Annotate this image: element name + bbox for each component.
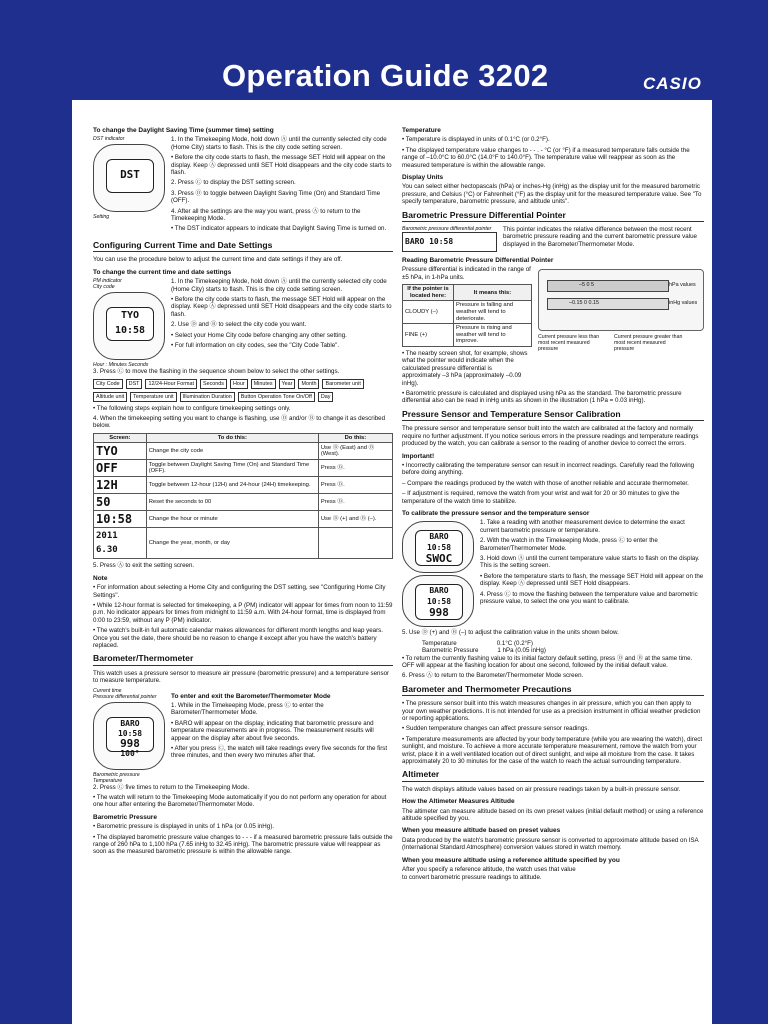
pointer-table: [402, 284, 532, 347]
important-item: – If adjustment is required, remove the watch from your wrist and wait for 20 or 30 minutes to give the temperature of the watch time to stabilize.: [402, 490, 680, 505]
pointer-label: Pressure differential pointer: [93, 693, 157, 700]
calib-step: 3. Hold down Ⓐ until the current temperature value starts to flash on the display. This is the setting screen.: [480, 554, 700, 570]
pointer-gauge: [538, 269, 704, 331]
calib-step: 2. With the watch in the Timekeeping Mode, press Ⓒ to enter the Barometer/Thermometer Mode.: [480, 537, 658, 552]
config-intro: You can use the procedure below to adjust the current time and date settings if they are off.: [93, 256, 343, 264]
bp-heading: Barometric Pressure: [93, 813, 157, 821]
display-bot: 100°: [120, 748, 140, 758]
setting-sequence: [93, 379, 393, 402]
watch-illustration: [402, 521, 474, 573]
sequence-item: Year: [279, 379, 296, 389]
preset-heading: When you measure altitude based on preset values: [402, 827, 561, 835]
dst-section: [93, 136, 393, 235]
table-cell-screen: 50: [94, 494, 147, 511]
sequence-item: Button Operation Tone On/Off: [238, 392, 315, 402]
temperature-label: Temperature: [93, 777, 123, 784]
table-row: [94, 511, 393, 528]
pointer-gauge-figure: [538, 266, 704, 390]
calib-steps: [480, 519, 704, 629]
important-item: • Incorrectly calibrating the temperature sensor can result in incorrect readings. Carefully read the following before doing anything.: [402, 461, 695, 477]
watch-display: [106, 307, 154, 341]
baro-step2b: • The watch will return to the Timekeeping Mode automatically if you do not perform any operation for about one hour after entering the Barometer/Thermometer Mode.: [93, 794, 387, 809]
config-step4: 4. When the timekeeping setting you want to change is flashing, use Ⓓ and/or Ⓑ to change it as described below.: [93, 414, 386, 430]
unit-value: 1 hPa (0.05 inHg): [497, 647, 546, 655]
display-b: SWOC: [425, 552, 453, 566]
table-header: Screen:: [94, 433, 147, 443]
sequence-item: Month: [298, 379, 319, 389]
display-mid: 998: [120, 736, 140, 750]
display-city: TYO: [120, 310, 140, 322]
note-heading: Note: [93, 574, 108, 582]
unit-name: Temperature: [422, 639, 457, 647]
how-text: The altimeter can measure altitude based on its own preset values (initial default method) or using a reference altitude specified by you.: [402, 807, 704, 823]
current-time-label: Current time: [93, 687, 122, 694]
table-cell: Pressure is falling and weather will tend to deteriorate.: [453, 301, 531, 324]
document-sheet: [72, 100, 712, 1024]
table-cell: CLOUDY (–): [403, 301, 454, 324]
watch-display: [106, 717, 154, 758]
display-c: 998: [429, 606, 449, 620]
watch-display: [415, 584, 463, 620]
note-item: • While 12-hour format is selected for timekeeping, a P (PM) indicator will appear for times from noon to 11:59 p.m. No indicator appears for times from midnight to 11:59 a.m. With 24-hour format, time is displayed from 0:00 to 23:59, without any P (PM) indicator.: [93, 601, 393, 624]
dst-step: • The DST indicator appears to indicate that Daylight Saving Time is turned on.: [171, 225, 387, 233]
precaution-item: • The pressure sensor built into this watch measures changes in air pressure, which you can then apply to your own weather predictions. It is not intended for use as a precision instrument in official weather prediction or reporting applications.: [402, 700, 701, 722]
config-step5: 5. Press Ⓐ to exit the setting screen.: [93, 562, 195, 570]
display-a: BARO 10:58: [426, 532, 452, 553]
pointer-read-left: [402, 266, 532, 390]
dst-figure: [93, 136, 165, 235]
calib-step: • Before the temperature starts to flash, the message SET Hold will appear on the display. Keep Ⓐ depressed until SET Hold disappears.: [480, 572, 704, 588]
sequence-item: Day: [318, 392, 334, 402]
units-heading: Display Units: [402, 174, 444, 182]
baro-heading: Barometer/Thermometer: [93, 655, 393, 665]
precautions-heading: Barometer and Thermometer Precautions: [402, 686, 704, 696]
table-cell: Change the hour or minute: [146, 511, 318, 528]
note-item: • The watch's built-in full automatic calendar makes allowances for different month lengths and leap years. Once you set the date, there should be no reason to change it except after you have the watch's battery replaced.: [93, 627, 383, 649]
dst-step: 3. Press Ⓓ to toggle between Daylight Saving Time (On) and Standard Time (OFF).: [171, 189, 381, 205]
pointer-section: [402, 226, 704, 252]
table-row: [94, 460, 393, 477]
calib-step: 4. Press Ⓒ to move the flashing between the temperature value and barometric pressure value, to select the one you want to calibrate.: [480, 590, 698, 605]
calib-step5b: • To return the currently flashing value to its initial factory default setting, press Ⓓ and Ⓑ at the same time. OFF will appear at the flashing location for about one second, followed by the initial default value.: [402, 654, 693, 669]
calib-unit-row: [402, 640, 704, 647]
sequence-item: DST: [126, 379, 143, 389]
table-cell: Toggle between Daylight Saving Time (On) and Standard Time (OFF).: [146, 460, 318, 477]
calib-figure: [402, 519, 474, 629]
pointer-item: • The nearby screen shot, for example, shows what the pointer would indicate when the calculated pressure differential is approximately –3 hPa (approximately –0.09 inHg).: [402, 350, 528, 387]
table-row: [403, 324, 532, 347]
preset-text: Data produced by the watch's barometric pressure sensor is converted to approximate altitude based on ISA (International Standard Atmosphere) conversion values stored in watch memory.: [402, 836, 699, 852]
how-heading: How the Altimeter Measures Altitude: [402, 798, 515, 806]
sequence-item: 12/24-Hour Format: [145, 379, 197, 389]
important-item: – Compare the readings produced by the watch with those of another reliable and accurate thermometer.: [402, 479, 689, 487]
baro-figure: [93, 688, 165, 784]
table-header: It means this:: [453, 285, 531, 301]
baro-step: • BARO will appear on the display, indicating that barometric pressure and temperature measurements are in progress. The measurement results will appear on the display after about five seconds.: [171, 719, 374, 742]
config-step: • Before the city code starts to flash, the message SET Hold will appear on the display. Keep Ⓐ depressed until SET Hold disappears and the city code starts to flash.: [171, 295, 392, 318]
city-code-label: City code: [93, 284, 115, 291]
table-cell-screen: 12H: [94, 477, 147, 494]
table-cell: Use Ⓓ (East) and Ⓑ (West).: [318, 443, 392, 460]
altimeter-intro: The watch displays altitude values based on air pressure readings taken by a built-in pressure sensor.: [402, 785, 681, 793]
dst-setting-label: Setting: [93, 214, 110, 221]
calib-sub: To calibrate the pressure sensor and the temperature sensor: [402, 509, 590, 517]
settings-table: [93, 433, 393, 560]
table-header-row: [403, 285, 532, 301]
bp-item: • Barometric pressure is displayed in units of 1 hPa (or 0.05 inHg).: [93, 823, 274, 831]
pointer-item: • Barometric pressure is calculated and displayed using hPa as the standard. The barometric pressure differential also can be read in inHg units as shown in the illustration (1 hPa = 0.03 inHg).: [402, 390, 682, 405]
watch-illustration: [93, 292, 165, 360]
pointer-fig-label: Barometric pressure differential pointer: [402, 226, 492, 233]
precaution-item: • Sudden temperature changes can affect pressure sensor readings.: [402, 725, 590, 733]
hpa-values: –5 0 5: [579, 282, 594, 289]
sequence-item: Seconds: [200, 379, 227, 389]
calib-step5: 5. Use Ⓓ (+) and Ⓑ (–) to adjust the calibration value in the units shown below.: [402, 629, 619, 637]
inhg-unit-label: inHg values: [669, 300, 698, 307]
flow-note: • The following steps explain how to configure timekeeping settings only.: [93, 404, 291, 412]
watch-illustration: [402, 575, 474, 627]
config-step3: 3. Press Ⓒ to move the flashing in the sequence shown below to select the other settings.: [93, 368, 340, 376]
baro-pressure-label: Barometric pressure: [93, 771, 140, 778]
config-step: • Select your Home City code before changing any other setting.: [171, 331, 347, 339]
gauge-right-caption: Current pressure greater than most recent measured pressure: [614, 334, 683, 353]
pointer-text: This pointer indicates the relative difference between the most recent barometric pressure reading and the current barometric pressure value displayed in the Barometer/Thermometer Mode.: [503, 226, 697, 248]
table-cell: Press Ⓓ.: [318, 460, 392, 477]
config-steps: [171, 278, 393, 368]
page-title: Operation Guide 3202: [222, 58, 549, 93]
display-a: BARO 10:58: [426, 586, 452, 607]
calib-section: [402, 519, 704, 629]
gauge-left-caption: Current pressure less than most recent measured pressure: [538, 334, 600, 353]
display-time: 10:58: [114, 325, 146, 337]
config-step: 1. In the Timekeeping Mode, hold down Ⓐ until the currently selected city code (Home City) starts to flash. This is the city code setting screen.: [171, 278, 387, 293]
watch-illustration: [93, 144, 165, 212]
table-row: [94, 494, 393, 511]
sequence-item: Barometer unit: [322, 379, 363, 389]
pointer-display: BARO 10:58: [402, 232, 497, 252]
pointer-figure: [402, 226, 497, 252]
inhg-values: –0.15 0 0.15: [569, 300, 599, 307]
brand-logo: CASIO: [643, 74, 702, 93]
watch-illustration: [93, 702, 165, 770]
pointer-sub: Reading Barometric Pressure Differential Pointer: [402, 257, 554, 265]
table-row: [94, 528, 393, 559]
pm-indicator-label: PM indicator: [93, 278, 122, 285]
sequence-item: Illumination Duration: [180, 392, 235, 402]
pointer-sub-text: Pressure differential is indicated in the range of ±5 hPa, in 1-hPa units.: [402, 266, 531, 281]
gauge-captions: [538, 334, 704, 352]
config-fig-caption: Hour : Minutes Seconds: [93, 362, 149, 369]
table-row: [403, 301, 532, 324]
config-sub: To change the current time and date settings: [93, 268, 232, 276]
table-cell: Change the city code: [146, 443, 318, 460]
pointer-read-section: [402, 266, 704, 390]
baro-steps: [171, 688, 393, 784]
calib-step6: 6. Press Ⓐ to return to the Barometer/Thermometer Mode screen.: [402, 672, 584, 680]
dst-step: 1. In the Timekeeping Mode, hold down Ⓐ until the currently selected city code (Home City) starts to flash. This is the city code setting screen.: [171, 136, 387, 151]
calib-step: 1. Take a reading with another measurement device to determine the exact current barometric pressure or temperature.: [480, 519, 685, 534]
table-header: Do this:: [318, 433, 392, 443]
unit-name: Barometric Pressure: [422, 647, 479, 655]
units-text: You can select either hectopascals (hPa) or inches-Hg (inHg) as the display unit for the measured barometric pressure, and Celsius (°C) or Fahrenheit (°F) as the display unit for the measured temperature value. See "To specify temperature, barometric pressure, and altitude units".: [402, 183, 702, 206]
temp-item: • The displayed temperature value changes to - - . - °C (or °F) if a measured temperature falls outside the range of –10.0°C to 60.0°C (14.0°F to 140.0°F). The temperature value will reappear as soon as the measured temperature is within the allowable range.: [402, 146, 690, 169]
baro-step2: 2. Press Ⓒ five times to return to the Timekeeping Mode.: [93, 783, 250, 791]
table-row: [94, 443, 393, 460]
dst-step: • Before the city code starts to flash, the message SET Hold will appear on the display. Keep Ⓐ depressed until SET Hold disappears and the city code starts to flash.: [171, 154, 392, 177]
right-column: [402, 122, 704, 884]
baro-intro: This watch uses a pressure sensor to measure air pressure (barometric pressure) and a temperature sensor to measure temperature.: [93, 669, 390, 685]
display-top: BARO 10:58: [117, 718, 143, 738]
temp-item: • Temperature is displayed in units of 0.1°C (or 0.2°F).: [402, 136, 550, 144]
table-cell-screen: 10:58: [94, 511, 147, 528]
baro-step: • After you press Ⓒ, the watch will take readings every five seconds for the first three minutes, and then every two minutes after that.: [171, 745, 388, 760]
dst-indicator-label: DST indicator: [93, 136, 125, 143]
table-cell: Reset the seconds to 00: [146, 494, 318, 511]
table-cell-screen: 2011 6.30: [94, 528, 147, 559]
dst-step: 4. After all the settings are the way you want, press Ⓐ to return to the Timekeeping Mode.: [171, 207, 361, 223]
table-cell: Toggle between 12-hour (12H) and 24-hour (24H) timekeeping.: [146, 477, 318, 494]
table-cell: [318, 528, 392, 559]
table-cell: Press Ⓓ.: [318, 477, 392, 494]
table-header: If the pointer is located here:: [403, 285, 454, 301]
hpa-unit-label: hPa values: [669, 282, 696, 289]
precaution-item: • Temperature measurements are affected by your body temperature (while you are wearing the watch), direct sunlight, and moisture. To achieve a more accurate temperature measurement, remove the watch from your wrist, place it in a well ventilated location out of direct sunlight, and wipe all moisture from the case. It takes approximately 20 to 30 minutes for the case of the watch to reach the actual surrounding temperature.: [402, 735, 703, 766]
sequence-item: Hour: [230, 379, 248, 389]
watch-display: [415, 530, 463, 566]
dst-step: 2. Press Ⓒ to display the DST setting screen.: [171, 179, 296, 187]
table-cell: Change the year, month, or day: [146, 528, 318, 559]
important-heading: Important!: [402, 452, 435, 460]
unit-value: 0.1°C (0.2°F): [496, 639, 533, 647]
config-heading: Configuring Current Time and Date Settings: [93, 242, 393, 252]
bp-item: • The displayed barometric pressure value changes to - - - if a measured barometric pressure falls outside the range of 260 hPa to 1,100 hPa (7.65 inHg to 32.45 inHg). The barometric pressure value will reappear as soon as the measured barometric pressure is within the allowable range.: [93, 833, 393, 856]
sequence-item: Temperature unit: [130, 392, 176, 402]
table-row: [94, 477, 393, 494]
baro-sub: To enter and exit the Barometer/Thermometer Mode: [171, 692, 331, 700]
table-cell: Press Ⓓ.: [318, 494, 392, 511]
baro-section: [93, 688, 393, 784]
temp-heading: Temperature: [402, 127, 441, 134]
sequence-item: Minutes: [251, 379, 276, 389]
baro-step: 1. While in the Timekeeping Mode, press Ⓒ to enter the Barometer/Thermometer Mode.: [171, 702, 324, 717]
hpa-scale: [547, 280, 669, 292]
table-header-row: [94, 433, 393, 443]
calib-unit-row: [402, 647, 704, 654]
ref-heading: When you measure altitude using a reference altitude specified by you: [402, 856, 620, 864]
ref-text: After you specify a reference altitude, the watch uses that value to convert barometric pressure readings to altitude.: [402, 866, 576, 881]
config-section: [93, 278, 393, 368]
config-step: 2. Use Ⓓ and Ⓑ to select the city code you want.: [171, 321, 307, 329]
calib-heading: Pressure Sensor and Temperature Sensor Calibration: [402, 411, 704, 421]
table-cell-screen: TYO: [94, 443, 147, 460]
sequence-item: City Code: [93, 379, 123, 389]
calib-text: The pressure sensor and temperature sensor built into the watch are calibrated at the factory and normally require no further adjustment. If you notice serious errors in the pressure readings and temperature readings produced by the watch, you can calibrate a sensor to the reading of another device to correct the errors.: [402, 425, 699, 448]
left-column: [93, 122, 393, 859]
table-cell: FINE (+): [403, 324, 454, 347]
altimeter-heading: Altimeter: [402, 771, 704, 781]
pointer-heading: Barometric Pressure Differential Pointer: [402, 212, 704, 222]
table-cell: Use Ⓓ (+) and Ⓑ (–).: [318, 511, 392, 528]
pointer-text-wrap: [503, 226, 704, 252]
table-header: To do this:: [146, 433, 318, 443]
table-cell: Pressure is rising and weather will tend to improve.: [453, 324, 531, 347]
dst-heading: To change the Daylight Saving Time (summer time) setting: [93, 127, 274, 134]
watch-display: DST: [106, 159, 154, 193]
config-step: • For full information on city codes, see the "City Code Table".: [171, 341, 340, 349]
note-item: • For information about selecting a Home City and configuring the DST setting, see "Configuring Home City Settings".: [93, 584, 386, 599]
dst-steps: [171, 136, 393, 235]
sequence-item: Altitude unit: [93, 392, 127, 402]
config-figure: [93, 278, 165, 368]
inhg-scale: [547, 298, 669, 310]
table-cell-screen: OFF: [94, 460, 147, 477]
